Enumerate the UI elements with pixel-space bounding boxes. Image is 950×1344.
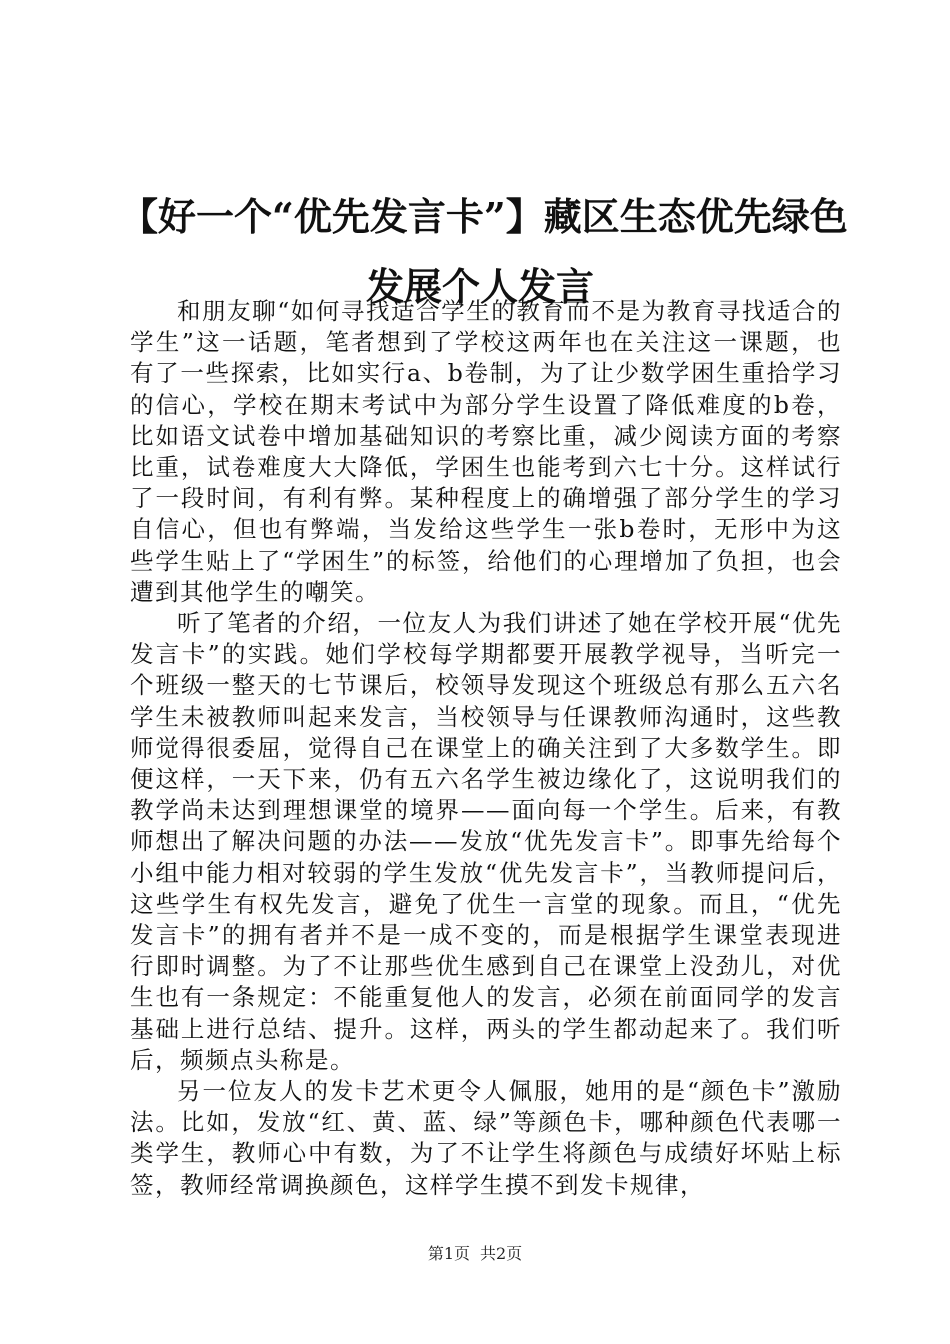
page-footer <box>0 1243 950 1265</box>
paragraph-1: 和朋友聊“如何寻找适合学生的教育而不是为教育寻找适合的学生”这一话题，笔者想到了学校这两年也在关注这一课题，也有了一些探索，比如实行a、b卷制，为了让少数学困生重拾学习的信心，学校在期末考试中为部分学生设置了降低难度的b卷，比如语文试卷中增加基础知识的考察比重，减少阅读方面的考察比重，试卷难度大大降低，学困生也能考到六七十分。这样试行了一段时间，有利有弊。某种程度上的确增强了部分学生的学习自信心，但也有弊端，当发给这些学生一张b卷时，无形中为这些学生贴上了“学困生”的标签，给他们的心理增加了负担，也会遭到其他学生的嘲笑。 <box>130 297 842 606</box>
title-line-2: 发展个人发言 <box>365 264 594 309</box>
paragraph-2: 听了笔者的介绍，一位友人为我们讲述了她在学校开展“优先发言卡”的实践。她们学校每学期都要开展教学视导，当听完一个班级一整天的七节课后，校领导发现这个班级总有那么五六名学生未被教师叫起来发言，当校领导与任课教师沟通时，这些教师觉得很委屈，觉得自己在课堂上的确关注到了大多数学生。即便这样，一天下来，仍有五六名学生被边缘化了，这说明我们的教学尚未达到理想课堂的境界——面向每一个学生。后来，有教师想出了解决问题的办法——发放“优先发言卡”。即事先给每个小组中能力相对较弱的学生发放“优先发言卡”，当教师提问后，这些学生有权先发言，避免了优生一言堂的现象。而且，“优先发言卡”的拥有者并不是一成不变的，而是根据学生课堂表现进行即时调整。为了不让那些优生感到自己在课堂上没劲儿，对优生也有一条规定：不能重复他人的发言，必须在前面同学的发言基础上进行总结、提升。这样，两头的学生都动起来了。我们听后，频频点头称是。 <box>130 609 842 1074</box>
document-body <box>130 296 842 1201</box>
title-line-1: 【好一个“优先发言卡”】藏区生态优先绿色 <box>120 194 848 239</box>
paragraph-3: 另一位友人的发卡艺术更令人佩服，她用的是“颜色卡”激励法。比如，发放“红、黄、蓝、绿”等颜色卡，哪种颜色代表哪一类学生，教师心中有数，为了不让学生将颜色与成绩好坏贴上标签，教师经常调换颜色，这样学生摸不到发卡规律， <box>130 1077 842 1199</box>
page-number: 第1页 <box>427 1244 470 1263</box>
page-total: 共2页 <box>480 1244 523 1263</box>
